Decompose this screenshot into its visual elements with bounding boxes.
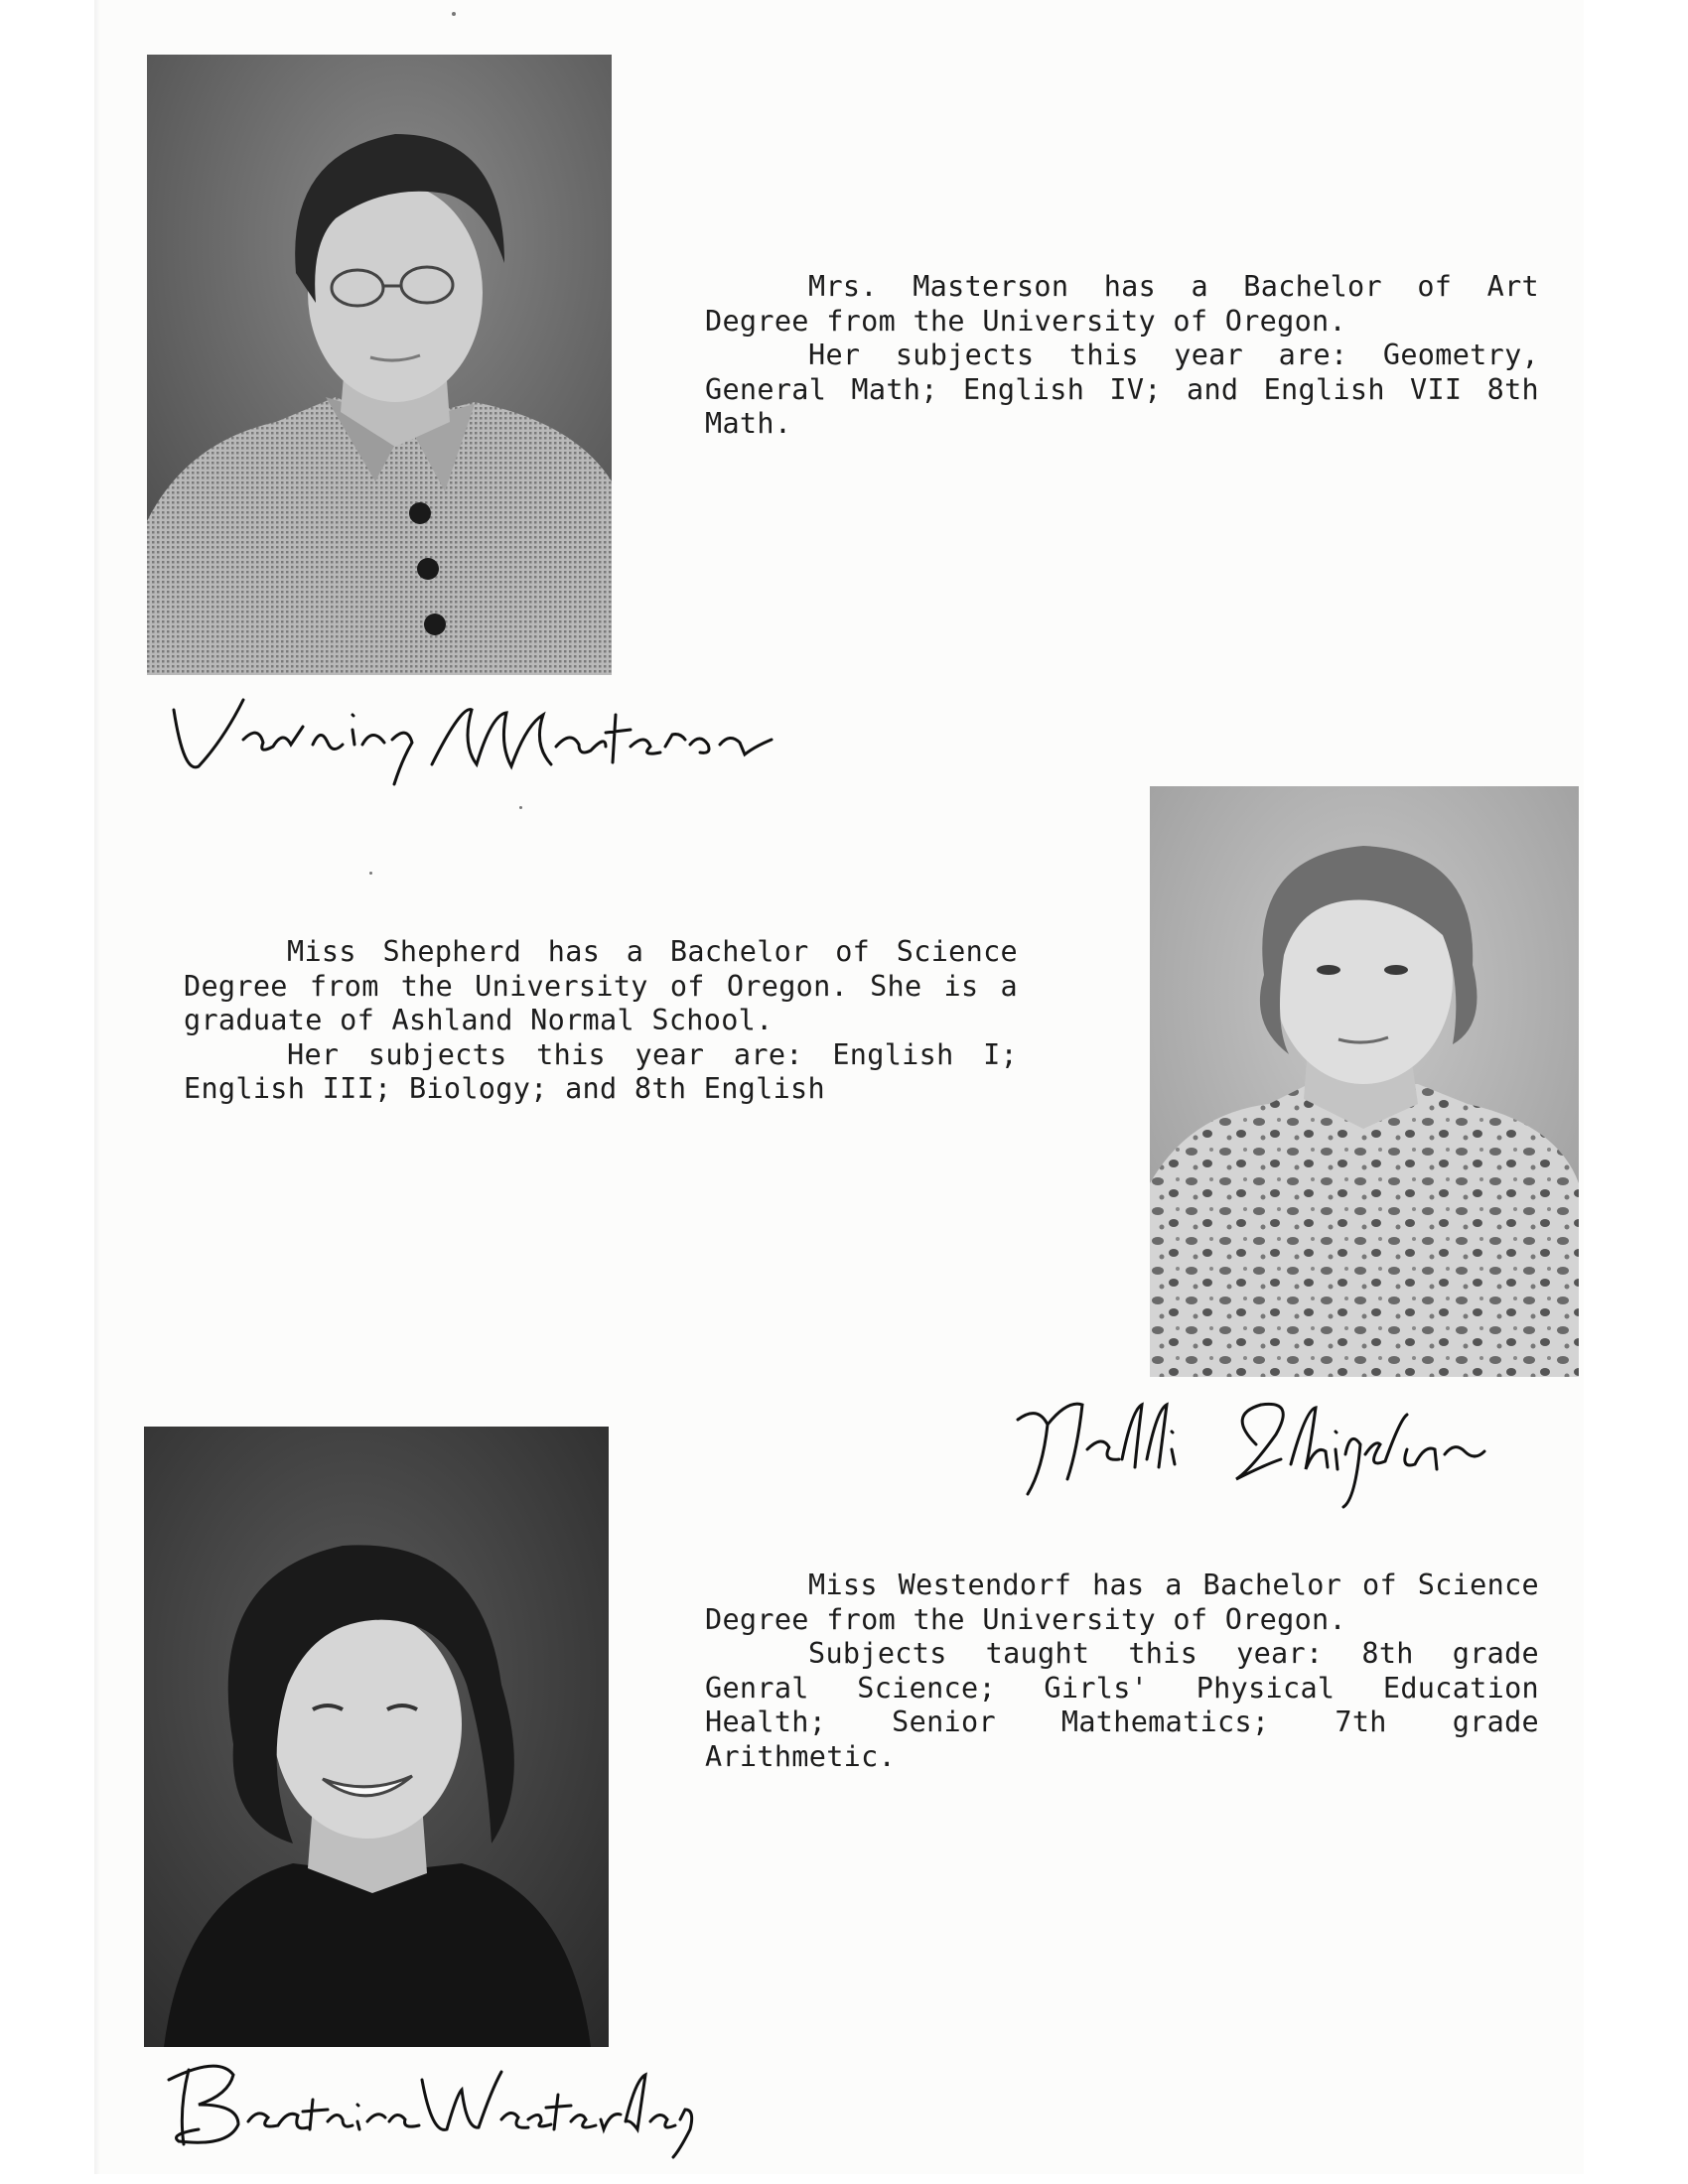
masterson-portrait-photo	[147, 55, 612, 675]
scan-speck	[452, 12, 456, 16]
masterson-degree-paragraph: Mrs. Masterson has a Bachelor of Art Degree from the University of Oregon.	[705, 270, 1539, 338]
westendorf-bio	[705, 1569, 1539, 1774]
shepherd-portrait-photo	[1150, 786, 1579, 1377]
scan-speck	[369, 872, 372, 875]
westendorf-portrait-photo	[144, 1427, 609, 2047]
scan-speck	[519, 806, 522, 809]
shepherd-bio	[184, 935, 1018, 1107]
masterson-signature	[164, 685, 779, 794]
shepherd-degree-paragraph: Miss Shepherd has a Bachelor of Science Degree from the University of Oregon. She is a graduate of Ashland Normal School.	[184, 935, 1018, 1036]
shepherd-signature	[1008, 1390, 1589, 1509]
masterson-bio	[705, 270, 1539, 442]
masterson-subjects-paragraph: Her subjects this year are: Geometry, General Math; English IV; and English VII 8th Math.	[705, 339, 1539, 440]
westendorf-signature	[159, 2050, 695, 2159]
shepherd-subjects-paragraph: Her subjects this year are: English I; English III; Biology; and 8th English	[184, 1037, 1018, 1105]
westendorf-subjects-paragraph: Subjects taught this year: 8th grade Genral Science; Girls' Physical Education Health; Senior Mathematics; 7th grade Arithmetic.	[705, 1637, 1539, 1773]
westendorf-degree-paragraph: Miss Westendorf has a Bachelor of Science Degree from the University of Oregon.	[705, 1569, 1539, 1636]
page-edge-left	[94, 0, 100, 2174]
